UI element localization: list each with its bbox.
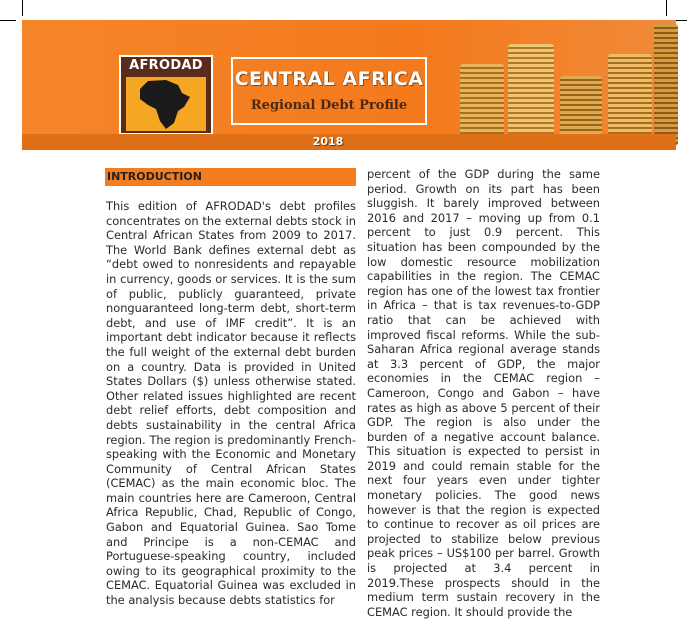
report-subtitle: Regional Debt Profile xyxy=(250,98,408,113)
crop-mark-right-vertical xyxy=(666,0,667,16)
coin-stack-icon xyxy=(654,24,678,146)
intro-paragraph-left: This edition of AFRODAD's debt profiles concentrates on the external debts stock in Central African States from 2009 to 2017. The World Bank defines external debt as “debt owed to nonresidents and repayable in currency, goods or services. It is the sum of public, publicly guaranteed, private nonguaranteed long-term debt, short-term debt, and use of IMF credit”. It is an important debt indicator because it reflects the full weight of the external debt burden on a country. Data is provided in United States Dollars ($) unless otherwise stated. Other related issues highlighted are recent debt relief efforts, debt composition and debts sustainability in the central Africa region. The region is predominantly French-speaking with the Economic and Monetary Community of Central African States (CEMAC) as the main economic bloc. The main countries here are Cameroon, Central Africa Republic, Chad, Republic of Congo, Gabon and Equatorial Guinea. Sao Tome and Principe is a non-CEMAC and Portuguese-speaking country, included owing to its geographical proximity to the CEMAC. Equatorial Guinea was excluded in the analysis because debts statistics for xyxy=(106,199,356,608)
afrodad-logo xyxy=(119,55,213,135)
logo-text: AFRODAD xyxy=(129,58,203,73)
africa-map-icon xyxy=(126,77,206,131)
report-title: CENTRAL AFRICA xyxy=(234,68,424,90)
coin-stack-icon xyxy=(608,54,652,146)
africa-silhouette-icon xyxy=(126,77,206,131)
intro-paragraph-right: percent of the GDP during the same period. Growth on its part has been sluggish. It barely improved between 2016 and 2017 – moving up from 0.1 percent to just 0.9 percent. This situation has been compounded by the low domestic resource mobilization capabilities in the region. The CEMAC region has one of the lowest tax frontier in Africa – that is tax revenues-to-GDP ratio that can be achieved with improved fiscal reforms. While the sub-Saharan Africa regional average stands at 3.3 percent of GDP, the major economies in the CEMAC region – Cameroon, Congo and Gabon – have rates as high as above 5 percent of their GDP. The region is also under the burden of a negative account balance. This situation is expected to persist in 2019 and could remain stable for the next four years even under tighter monetary policies. The good news however is that the region is expected to continue to recover as oil prices are projected to stabilize below previous peak prices – US$100 per barrel. Growth is projected at 3.4 percent in 2019.These prospects should in the medium term sustain recovery in the CEMAC region. It should provide the xyxy=(367,167,600,619)
introduction-heading: INTRODUCTION xyxy=(105,168,356,186)
body-column-right xyxy=(367,167,600,619)
coin-stack-icon xyxy=(508,44,554,146)
title-box xyxy=(231,57,427,125)
body-column-left xyxy=(106,199,356,608)
coins-photo xyxy=(440,24,676,146)
crop-mark-left-vertical xyxy=(22,0,23,16)
report-year: 2018 xyxy=(312,135,344,148)
crop-mark-left-horizontal xyxy=(0,20,16,21)
